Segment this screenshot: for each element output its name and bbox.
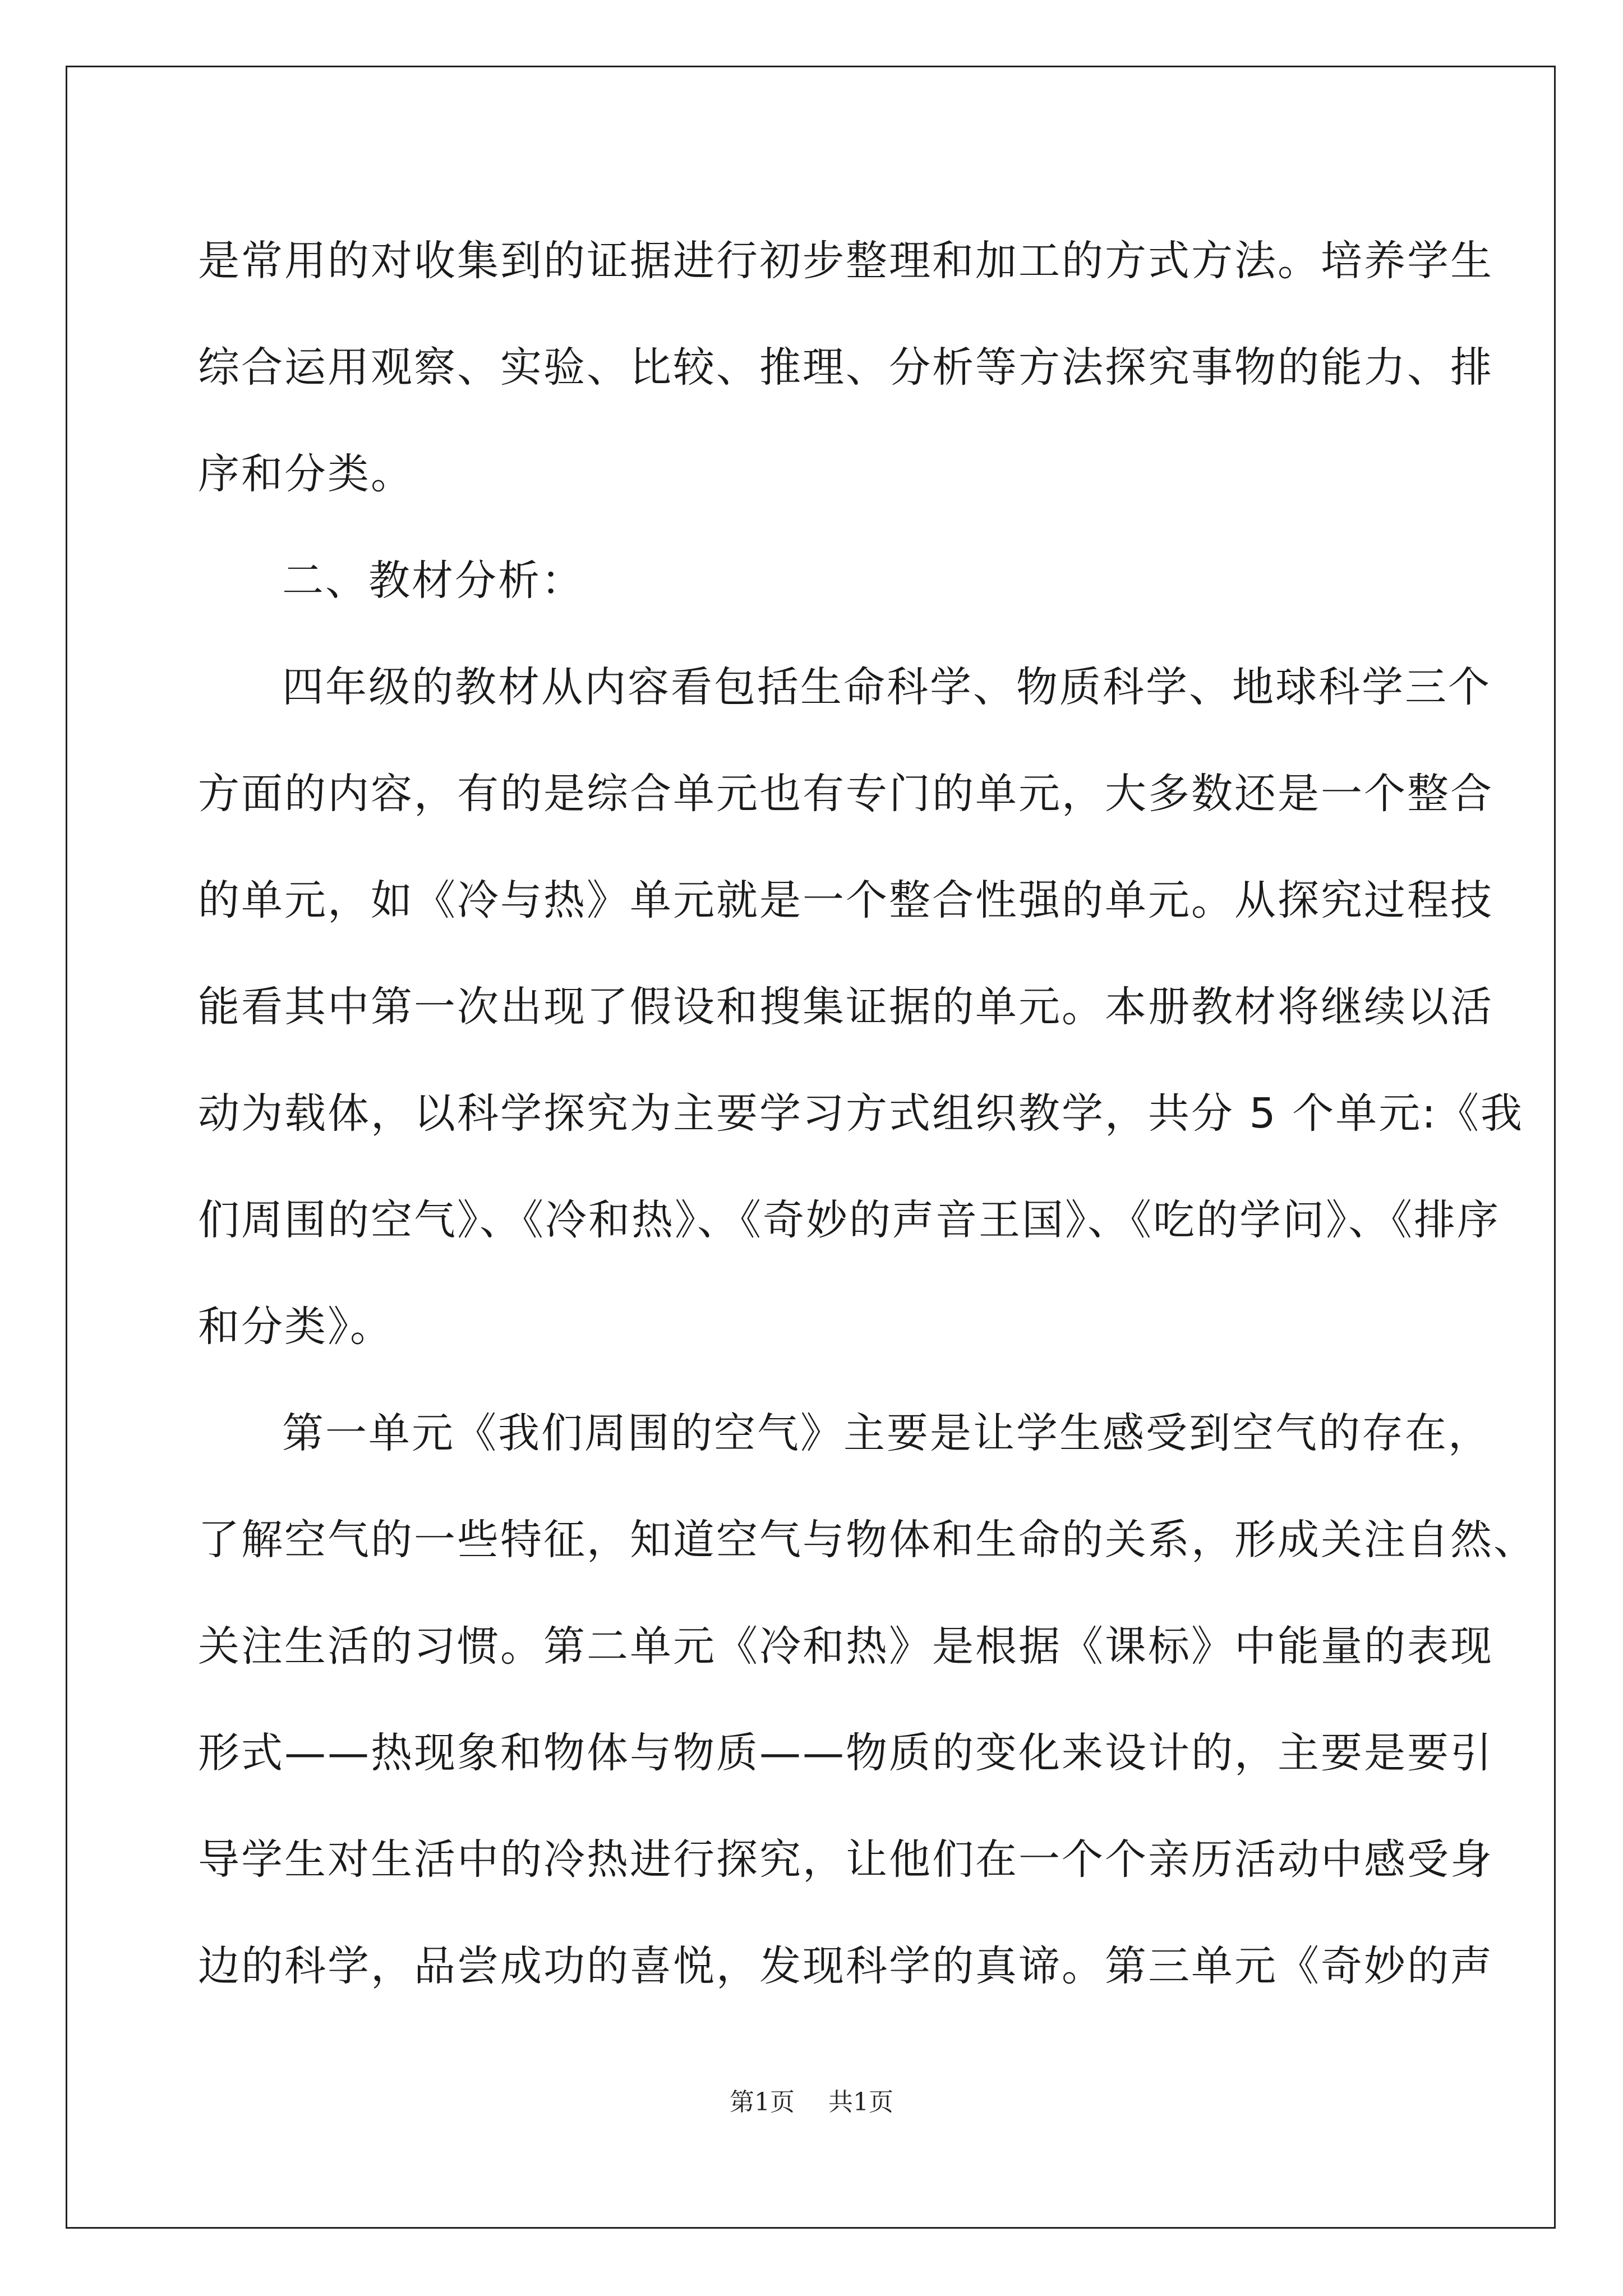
text-line: 导学生对生活中的冷热进行探究，让他们在一个个亲历活动中感受身 <box>198 1835 1493 1884</box>
page-number-total: 共1页 <box>828 2088 893 2116</box>
page-number-current: 第1页 <box>730 2088 795 2116</box>
page-footer <box>0 2086 1623 2119</box>
section-heading: 二、教材分析： <box>282 556 584 605</box>
text-line: 动为载体，以科学探究为主要学习方式组织教学，共分 5 个单元:《我 <box>198 1089 1524 1138</box>
text-line: 形式——热现象和物体与物质——物质的变化来设计的，主要是要引 <box>198 1729 1493 1777</box>
text-line: 和分类》。 <box>198 1303 393 1351</box>
text-line: 方面的内容，有的是综合单元也有专门的单元，大多数还是一个整合 <box>198 770 1493 818</box>
text-line: 能看其中第一次出现了假设和搜集证据的单元。本册教材将继续以活 <box>198 983 1493 1031</box>
document-body <box>198 208 1537 2019</box>
text-line: 是常用的对收集到的证据进行初步整理和加工的方式方法。培养学生 <box>198 237 1493 285</box>
text-line: 边的科学，品尝成功的喜悦，发现科学的真谛。第三单元《奇妙的声 <box>198 1942 1493 1990</box>
text-line: 第一单元《我们周围的空气》主要是让学生感受到空气的存在， <box>282 1409 1491 1457</box>
text-line: 序和分类。 <box>198 450 414 498</box>
text-line: 了解空气的一些特征，知道空气与物体和生命的关系，形成关注自然、 <box>198 1516 1537 1564</box>
text-line: 四年级的教材从内容看包括生命科学、物质科学、地球科学三个 <box>282 663 1491 711</box>
text-line: 的单元，如《冷与热》单元就是一个整合性强的单元。从探究过程技 <box>198 876 1493 924</box>
text-line: 们周围的空气》、《冷和热》、《奇妙的声音王国》、《吃的学问》、《排序 <box>198 1196 1500 1244</box>
text-line: 关注生活的习惯。第二单元《冷和热》是根据《课标》中能量的表现 <box>198 1622 1493 1671</box>
text-line: 综合运用观察、实验、比较、推理、分析等方法探究事物的能力、排 <box>198 343 1493 392</box>
